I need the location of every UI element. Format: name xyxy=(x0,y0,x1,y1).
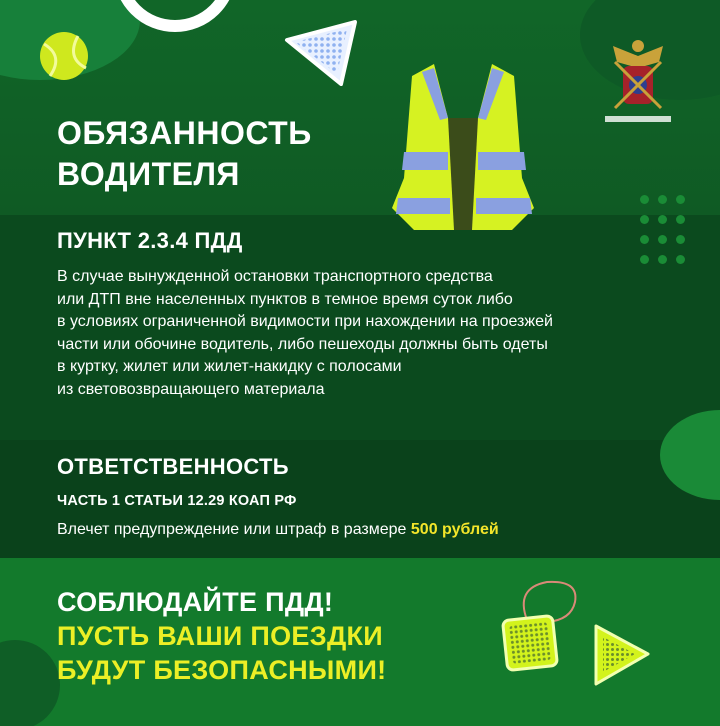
penalty-amount: 500 рублей xyxy=(410,521,499,538)
cta-line-1: СОБЛЮДАЙТЕ ПДД! xyxy=(57,587,334,617)
rule-text-line: или ДТП вне населенных пунктов в темное время суток либо xyxy=(57,290,513,308)
ring-decoration xyxy=(100,0,250,40)
police-emblem-icon xyxy=(603,32,673,128)
title-line-1: ОБЯЗАННОСТЬ xyxy=(57,115,312,151)
reflective-tag-icon xyxy=(495,578,595,688)
rule-text-line: В случае вынужденной остановки транспортного средства xyxy=(57,268,493,285)
penalty-text xyxy=(57,521,499,539)
reflector-triangle-icon xyxy=(283,18,361,90)
reflective-vest-icon xyxy=(384,58,542,238)
rule-text-line: в условиях ограниченной видимости при нахождении на проезжей xyxy=(57,313,553,330)
rule-text-line: в куртку, жилет или жилет-накидку с полосами xyxy=(57,358,402,375)
liability-heading: ОТВЕТСТВЕННОСТЬ xyxy=(57,454,289,479)
cta-line-2: ПУСТЬ ВАШИ ПОЕЗДКИ xyxy=(57,621,383,651)
ball-icon xyxy=(38,30,90,82)
page-title xyxy=(57,113,312,195)
reflector-triangle-icon xyxy=(590,622,652,688)
cta-line-3: БУДУТ БЕЗОПАСНЫМИ! xyxy=(57,655,387,685)
penalty-prefix: Влечет предупреждение или штраф в размере xyxy=(57,521,411,538)
rule-text-line: части или обочине водитель, либо пешеходы должны быть одеты xyxy=(57,335,548,353)
rule-text-line: из световозвращающего материала xyxy=(57,380,325,398)
liability-article: ЧАСТЬ 1 СТАТЬИ 12.29 КОАП РФ xyxy=(57,493,297,509)
rule-heading: ПУНКТ 2.3.4 ПДД xyxy=(57,228,243,253)
rule-text xyxy=(57,266,697,401)
footer-cta xyxy=(57,585,386,687)
title-line-2: ВОДИТЕЛЯ xyxy=(57,156,240,192)
